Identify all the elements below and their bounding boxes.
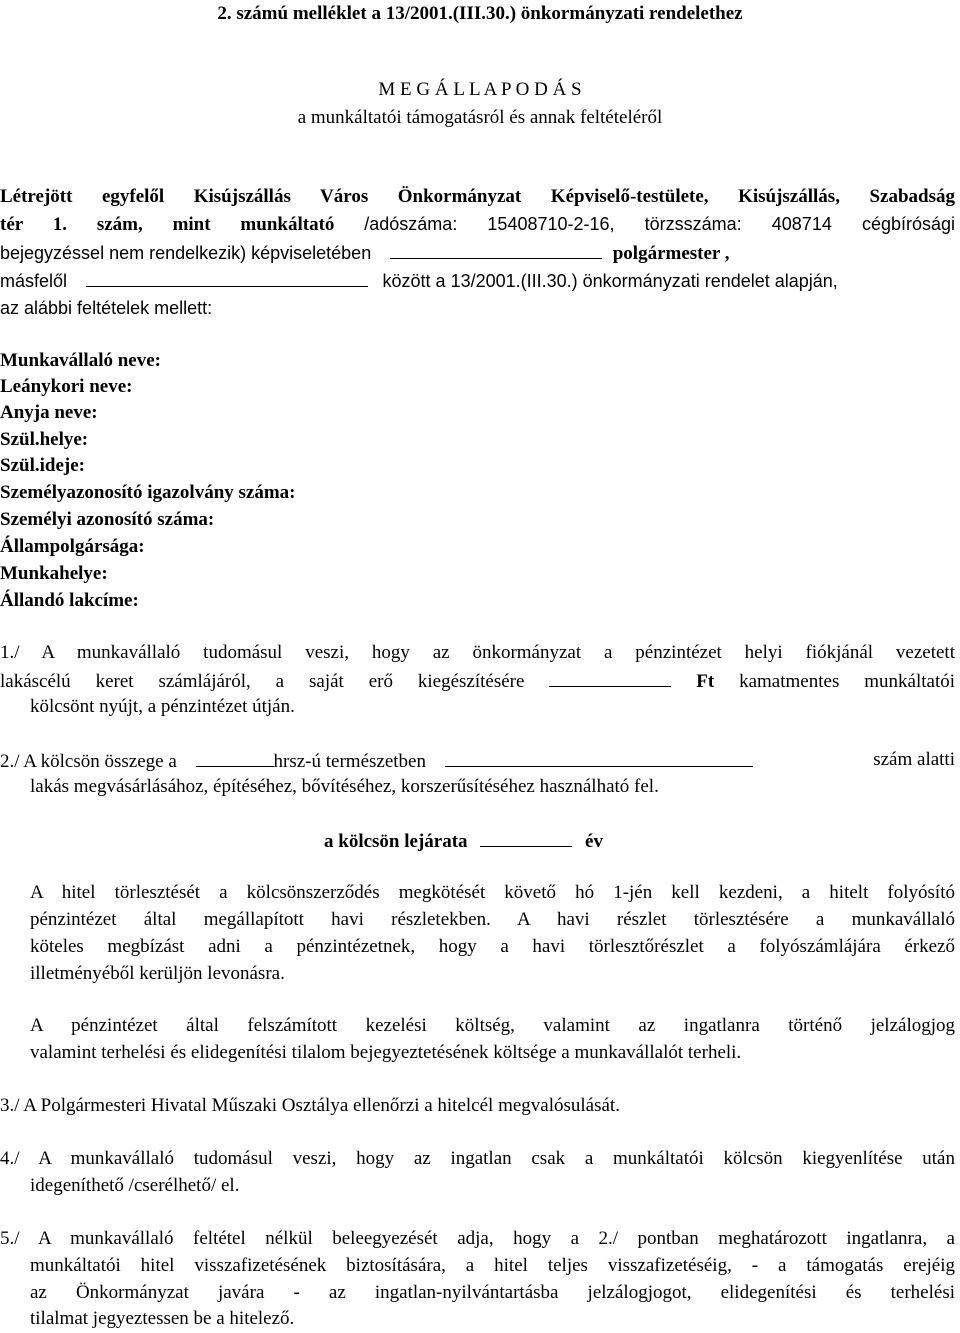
intro-other-party: másfelől xyxy=(0,271,68,291)
point-5-line-4: tilalmat jegyeztessen be a hitelező. xyxy=(30,1308,295,1329)
intro-employer-label: tér 1. szám, mint munkáltató xyxy=(0,214,335,235)
point-4-line-2: idegeníthető /cserélhető/ el. xyxy=(30,1175,240,1196)
currency-ft: Ft xyxy=(696,671,715,692)
field-birth-place: Szül.helye: xyxy=(0,429,89,450)
point-1-interest-free: kamatmentes munkáltatói xyxy=(739,671,955,692)
employee-name-blank[interactable] xyxy=(86,268,368,287)
address-blank[interactable] xyxy=(445,748,753,767)
point-5-line-1: 5./ A munkavállaló feltétel nélkül beleegyezését adja, hogy a 2./ pontban meghatározott ingatlanra, a xyxy=(0,1228,955,1249)
point-5-line-2: munkáltatói hitel visszafizetésének biztosítására, a hitel teljes visszafizetéséig, - a támogatás erejéig xyxy=(30,1255,955,1276)
document-title: M E G Á L L A P O D Á S xyxy=(378,79,582,100)
field-workplace: Munkahelye: xyxy=(0,563,108,584)
fee-line-1: A pénzintézet által felszámított kezelési költség, valamint az ingatlanra történő jelzálogjog xyxy=(30,1015,955,1036)
point-5-line-3: az Önkormányzat javára - az ingatlan-nyilvántartásba jelzálogjogot, elidegenítési és terhelési xyxy=(30,1282,955,1303)
point-2-loan-amount: 2./ A kölcsön összege a xyxy=(0,751,177,772)
point-1-line-2 xyxy=(0,668,955,694)
repayment-line-2: pénzintézet által megállapított havi részletekben. A havi részlet törlesztésére a munkavállaló xyxy=(30,909,955,930)
amount-blank[interactable] xyxy=(549,668,671,687)
field-birth-date: Szül.ideje: xyxy=(0,455,85,476)
intro-line-1: Létrejött egyfelől Kisújszállás Város Önkormányzat Képviselő-testülete, Kisújszállás, Szabadság xyxy=(0,186,955,207)
field-citizenship: Állampolgársága: xyxy=(0,536,145,557)
annex-title: 2. számú melléklet a 13/2001.(III.30.) önkormányzati rendelethez xyxy=(217,3,743,24)
point-2-lot: hrsz-ú természetben xyxy=(273,751,426,772)
field-personal-id: Személyi azonosító száma: xyxy=(0,509,215,530)
field-id-card-number: Személyazonosító igazolvány száma: xyxy=(0,482,296,503)
repayment-line-4: illetményéből kerüljön levonásra. xyxy=(30,963,285,984)
field-permanent-address: Állandó lakcíme: xyxy=(0,590,139,611)
point-2-line-1 xyxy=(0,748,955,774)
lot-number-blank[interactable] xyxy=(196,748,274,767)
point-3: 3./ A Polgármesteri Hivatal Műszaki Osztálya ellenőrzi a hitelcél megvalósulását. xyxy=(0,1095,620,1116)
point-2-line-2: lakás megvásárlásához, építéséhez, bővítéséhez, korszerűsítéséhez használható fel. xyxy=(30,776,659,797)
years-blank[interactable] xyxy=(480,828,572,847)
intro-tax-info: /adószáma: 15408710-2-16, törzsszáma: 408714 cégbírósági xyxy=(364,214,956,234)
repayment-line-3: köteles megbízást adni a pénzintézetnek, hogy a havi törlesztőrészlet a folyószámlájára érkező xyxy=(30,936,955,957)
field-maiden-name: Leánykori neve: xyxy=(0,376,133,397)
repayment-line-1: A hitel törlesztését a kölcsönszerződés megkötését követő hó 1-jén kell kezdeni, a hitelt folyósító xyxy=(30,882,955,903)
mayor-name-blank[interactable] xyxy=(390,240,602,259)
document-subtitle: a munkáltatói támogatásról és annak feltételéről xyxy=(297,107,663,128)
point-1-own-funds: lakáscélú keret számlájáról, a saját erő kiegészítésére xyxy=(0,671,525,692)
intro-line-3 xyxy=(0,240,730,266)
intro-regulation-ref: között a 13/2001.(III.30.) önkormányzati rendelet alapján, xyxy=(382,271,838,291)
field-employee-name: Munkavállaló neve: xyxy=(0,350,161,371)
intro-line-4 xyxy=(0,268,838,294)
fee-line-2: valamint terhelési és elidegenítési tilalom bejegyeztetésének költsége a munkavállalót terheli. xyxy=(30,1042,742,1063)
point-2-address-label: szám alatti xyxy=(873,749,955,770)
maturity-unit: év xyxy=(585,831,603,852)
point-4-line-1: 4./ A munkavállaló tudomásul veszi, hogy az ingatlan csak a munkáltatói kölcsön kiegyenlítése után xyxy=(0,1148,955,1169)
maturity-label: a kölcsön lejárata xyxy=(324,831,468,852)
intro-mayor-label: polgármester , xyxy=(612,243,730,264)
point-1-line-1: 1./ A munkavállaló tudomásul veszi, hogy az önkormányzat a pénzintézet helyi fiókjánál vezetett xyxy=(0,642,955,663)
intro-line-2 xyxy=(0,212,955,237)
intro-representation: bejegyzéssel nem rendelkezik) képviseletében xyxy=(0,243,372,263)
loan-maturity xyxy=(324,828,603,854)
field-mother-name: Anyja neve: xyxy=(0,402,98,423)
intro-line-5: az alábbi feltételek mellett: xyxy=(0,298,213,318)
point-1-line-3: kölcsönt nyújt, a pénzintézet útján. xyxy=(30,696,295,717)
